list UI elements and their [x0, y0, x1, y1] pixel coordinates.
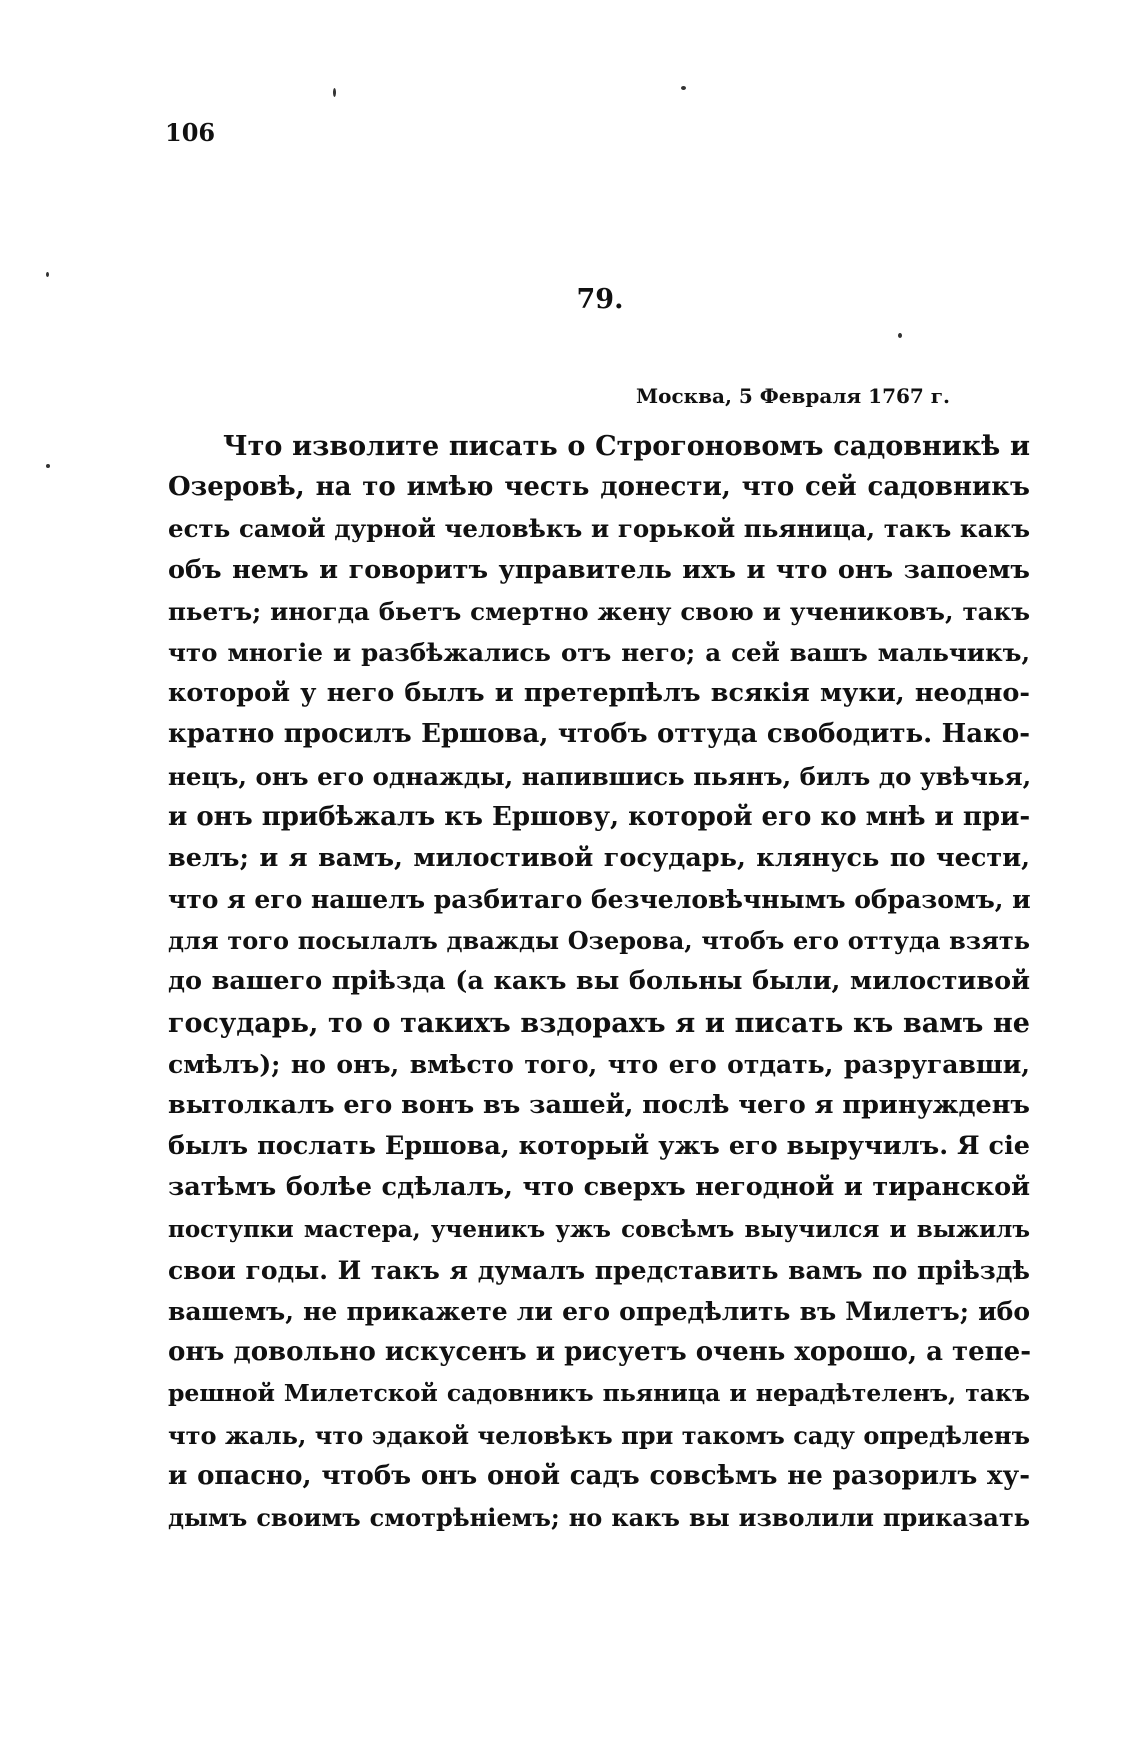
body-line: которой у него былъ и претерпѣлъ всякія муки, неодно- — [168, 678, 1030, 709]
body-line: вашемъ, не прикажете ли его опредѣлить въ Милетъ; ибо — [168, 1296, 1030, 1326]
body-line: нецъ, онъ его однажды, напившись пьянъ, билъ до увѣчья, — [168, 761, 1032, 791]
body-line: что многіе и разбѣжались отъ него; а сей вашъ мальчикъ, — [168, 637, 1030, 667]
body-line: и опасно, чтобъ онъ оной садъ совсѣмъ не разорилъ ху- — [168, 1460, 1030, 1491]
body-line: объ немъ и говоритъ управитель ихъ и что онъ запоемъ — [168, 554, 1030, 585]
scan-speck — [46, 464, 50, 468]
body-line: затѣмъ болѣе сдѣлалъ, что сверхъ негодной и тиранской — [168, 1172, 1030, 1203]
body-line: что я его нашелъ разбитаго безчеловѣчнымъ образомъ, и — [168, 885, 1031, 915]
body-line: пьетъ; иногда бьетъ смертно жену свою и учениковъ, такъ — [168, 596, 1030, 626]
body-line: решной Милетской садовникъ пьяница и нерадѣтеленъ, такъ — [168, 1379, 1030, 1408]
dateline: Москва, 5 Февраля 1767 г. — [636, 384, 950, 408]
body-line: велъ; и я вамъ, милостивой государь, клянусь по чести, — [168, 842, 1030, 873]
letter-number: 79. — [576, 284, 624, 315]
body-line: государь, то о такихъ вздорахъ я и писать къ вамъ не — [168, 1007, 1030, 1039]
body-line: и онъ прибѣжалъ къ Ершову, которой его ко мнѣ и при- — [168, 801, 1031, 832]
body-line: что жаль, что эдакой человѣкъ при такомъ саду опредѣленъ — [168, 1420, 1030, 1450]
body-line: дымъ своимъ смотрѣніемъ; но какъ вы изволили приказать — [168, 1502, 1030, 1532]
body-line: свои годы. И такъ я думалъ представить вамъ по пріѣздѣ — [168, 1255, 1030, 1285]
scan-speck — [681, 86, 686, 90]
scan-speck — [333, 88, 336, 97]
body-line: вытолкалъ его вонъ въ зашей, послѣ чего я принужденъ — [168, 1090, 1030, 1120]
body-line: Что изволите писать о Строгоновомъ садовникѣ и — [223, 431, 1030, 462]
scan-speck — [46, 272, 49, 277]
letter-body — [168, 426, 1030, 1538]
body-line: кратно просилъ Ершова, чтобъ оттуда свободить. Нако- — [168, 719, 1030, 750]
body-line: онъ довольно искусенъ и рисуетъ очень хорошо, а тепе- — [168, 1337, 1032, 1368]
body-line: есть самой дурной человѣкъ и горькой пьяница, такъ какъ — [168, 514, 1030, 544]
body-line: былъ послать Ершова, который ужъ его выручилъ. Я сіе — [168, 1131, 1030, 1162]
body-line: поступки мастера, ученикъ ужъ совсѣмъ выучился и выжилъ — [168, 1215, 1030, 1243]
body-line: Озеровѣ, на то имѣю честь донести, что сей садовникъ — [168, 472, 1030, 503]
body-line: для того посылалъ дважды Озерова, чтобъ его оттуда взять — [168, 926, 1030, 956]
body-line: до вашего пріѣзда (а какъ вы больны были, милостивой — [168, 966, 1030, 997]
scan-speck — [898, 333, 902, 338]
page-number: 106 — [165, 118, 216, 147]
body-line: смѣлъ); но онъ, вмѣсто того, что его отдать, разругавши, — [168, 1049, 1030, 1079]
